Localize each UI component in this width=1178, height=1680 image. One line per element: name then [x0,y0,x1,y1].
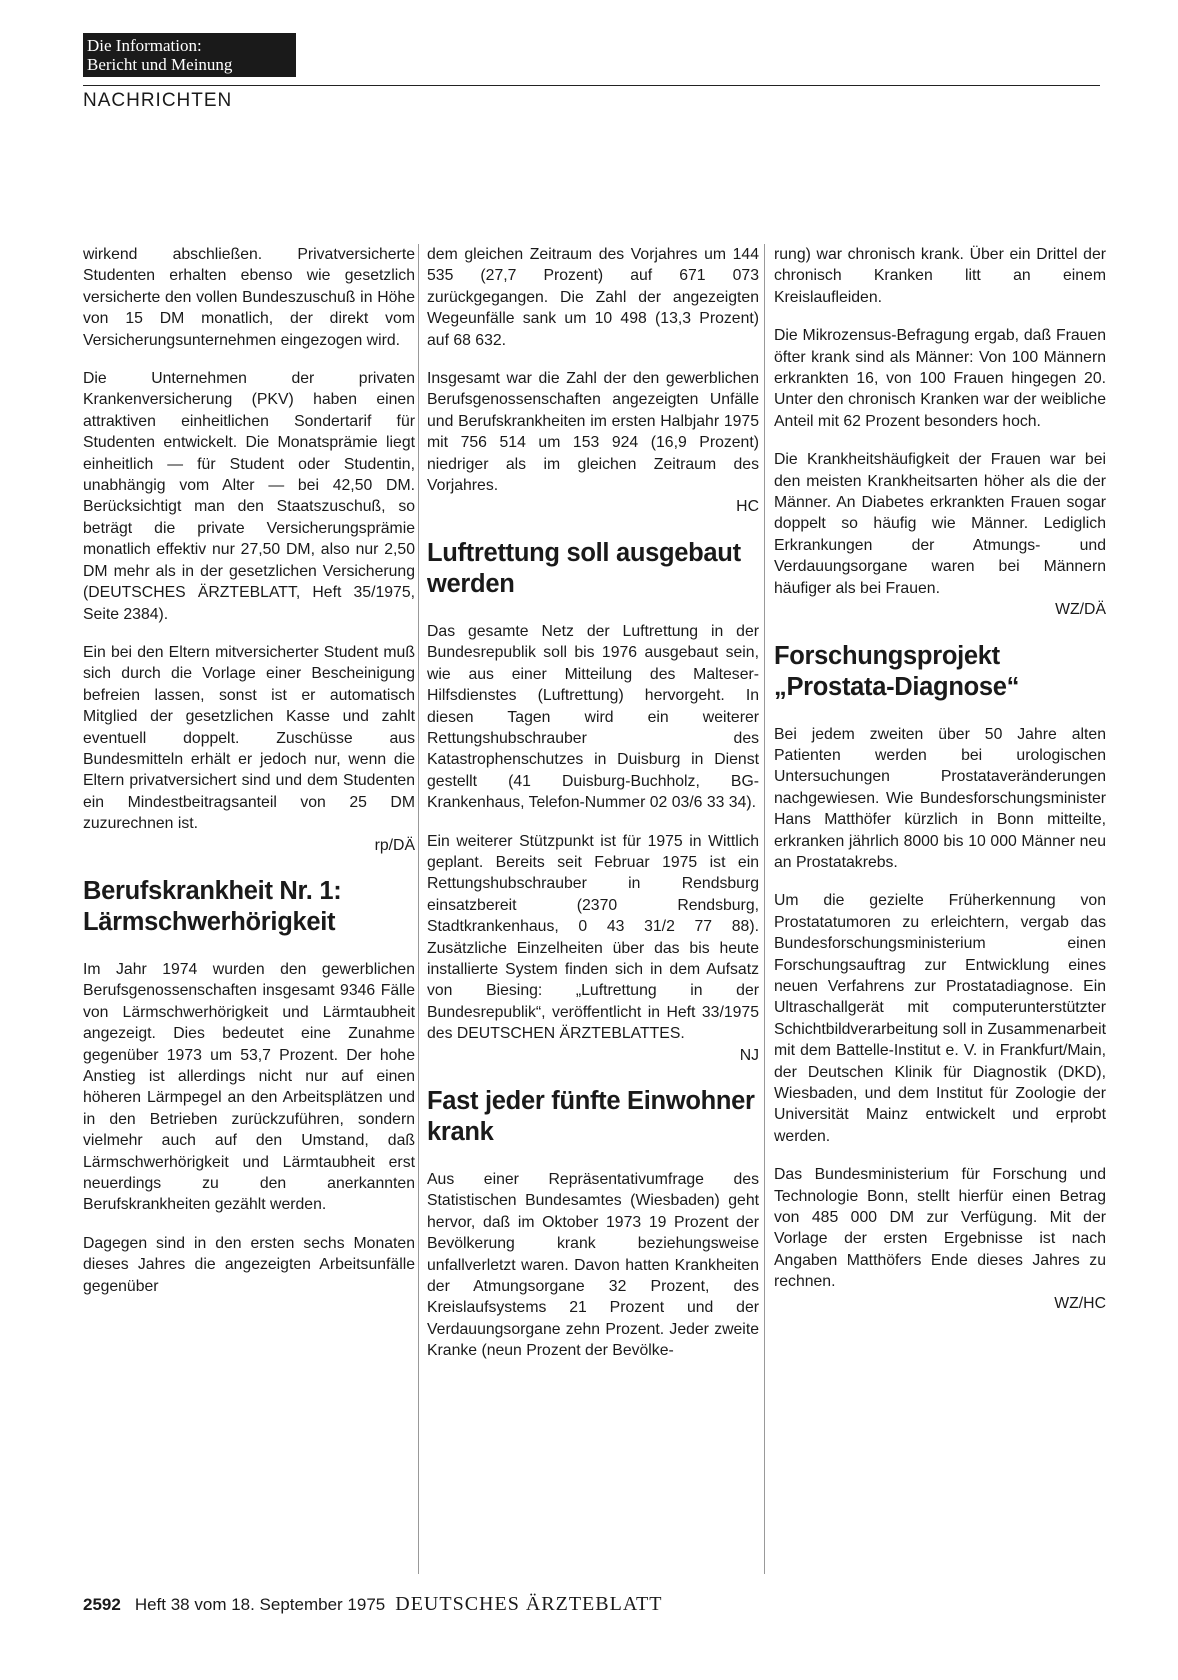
journal-title: DEUTSCHES ÄRZTEBLATT [395,1593,663,1615]
paragraph [774,449,1106,620]
author-signature: WZ/DÄ [1055,601,1106,619]
paragraph: rung) war chronisch krank. Über ein Drittel der chronisch Kranken litt an einem Kreislaufleiden. [774,246,1106,306]
section-label: NACHRICHTEN [83,90,233,111]
author-signature: rp/DÄ [374,836,415,854]
column-2 [427,244,759,1574]
issue-info: Heft 38 vom 18. September 1975 [134,1595,386,1614]
paragraph [83,642,415,856]
paragraph: dem gleichen Zeitraum des Vorjahres um 144 535 (27,7 Prozent) auf 671 073 zurückgegangen. Die Zahl der angezeigten Wegeunfälle sank um 10 498 (13,3 Prozent) auf 68 632. [427,246,759,349]
author-signature: HC [736,498,759,516]
page-number: 2592 [83,1595,121,1614]
paragraph: Bei jedem zweiten über 50 Jahre alten Patienten werden bei urologischen Untersuchungen Prostataveränderungen nachgewiesen. Wie Bundesforschungsminister Hans Matthöfer kürzlich in Bonn mitteilte, erkranken jährlich 8000 bis 10 000 Männer neu an Prostatakrebs. [774,725,1106,871]
page-footer [83,1593,1100,1619]
badge-line-1: Die Information: [87,36,202,55]
paragraph: Dagegen sind in den ersten sechs Monaten dieses Jahres die angezeigten Arbeitsunfälle gegenüber [83,1234,415,1295]
article-headline: Fast jeder fünfte Einwohner krank [427,1087,755,1146]
paragraph-text: Ein weiterer Stützpunkt ist für 1975 in Wittlich geplant. Bereits seit Februar 1975 ist ein Rettungshubschrauber in Rendsburg einsatzbereit (2370 Rendsburg, Stadtkrankenhaus, 0 43 31/2 77 88). Zusätzliche Einzelheiten über das bis heute installierte System finden sich in dem Aufsatz von Biesing: „Luftrettung in der Bundesrepublik“, veröffentlicht in Heft 33/1975 des DEUTSCHEN ÄRZTEBLATTES. [427,832,759,1043]
column-3 [774,244,1106,1574]
paragraph-text: Die Krankheitshäufigkeit der Frauen war bei den meisten Krankheitsarten höher als die der Männer. An Diabetes erkrankten Frauen sogar doppelt so häufig wie Männer. Lediglich Erkrankungen der Atmungs- und Verdauungsorgane waren bei Männern häufiger als bei Frauen. [774,451,1106,597]
author-signature: WZ/HC [1054,1294,1106,1312]
article-headline: Luftrettung soll ausgebaut werden [427,538,741,598]
paragraph-text: Insgesamt war die Zahl der den gewerblichen Berufsgenossenschaften angezeigten Unfälle und Berufskrankheiten im ersten Halbjahr 1975 mit 756 514 um 153 924 (16,9 Prozent) niedriger als im gleichen Zeitraum des Vorjahres. [427,370,759,495]
paragraph [774,1164,1106,1314]
paragraph [427,831,759,1066]
header-rule [83,85,1100,86]
paragraph: Um die gezielte Früherkennung von Prostatatumoren zu erleichtern, vergab das Bundesforschungsministerium einen Forschungsauftrag zur Entwicklung eines neuen Verfahrens zur Prostatadiagnose. Ein Ultraschallgerät mit computerunterstützter Schichtbildverarbeitung soll in Zusammenarbeit mit dem Battelle-Institut e. V. in Frankfurt/Main, der Deutschen Klinik für Diagnostik (DKD), Wiesbaden, und dem Institut für Zoologie der Universität Mainz entwickelt und erprobt werden. [774,892,1106,1145]
author-signature: NJ [739,1046,759,1064]
column-divider-2 [764,244,765,1574]
paragraph-text: Das Bundesministerium für Forschung und Technologie Bonn, stellt hierfür einen Betrag von 485 000 DM zur Verfügung. Mit der Vorlage der ersten Ergebnisse ist nach Angaben Matthöfers Ende dieses Jahres zu rechnen. [774,1166,1106,1291]
badge-line-2: Bericht und Meinung [87,55,233,74]
paragraph: Aus einer Repräsentativumfrage des Statistischen Bundesamtes (Wiesbaden) geht hervor, daß im Oktober 1973 19 Prozent der Bevölkerung krank beziehungsweise unfallverletzt waren. Davon hatten Krankheiten der Atmungsorgane 32 Prozent, des Kreislaufsystems 21 Prozent und der Verdauungsorgane zehn Prozent. Jeder zweite Kranke (neun Prozent der Bevölke- [427,1171,759,1360]
column-divider-1 [418,244,419,1574]
paragraph-text: Ein bei den Eltern mitversicherter Student muß sich durch die Vorlage einer Bescheinigung befreien lassen, sonst ist er automatisch Mitglied der gesetzlichen Kasse und zahlt eventuell doppelt. Zuschüsse aus Bundesmitteln erhält er jedoch nur, wenn die Eltern privatversichert sind und dem Studenten ein Mindestbeitragsanteil von 25 DM zuzurechnen ist. [83,643,415,833]
article-headline: Berufskrankheit Nr. 1: Lärmschwerhörigkeit [83,876,342,936]
paragraph: wirkend abschließen. Privatversicherte Studenten erhalten ebenso wie gesetzlich versicherte den vollen Bundeszuschuß in Höhe von 15 DM monatlich, der direkt vom Versicherungsunternehmen eingezogen wird. [83,246,415,349]
paragraph: Die Unternehmen der privaten Krankenversicherung (PKV) haben einen attraktiven einheitlichen Sondertarif für Studenten entwickelt. Die Monatsprämie liegt einheitlich — für Student oder Studentin, unabhängig vom Alter — bei 42,50 DM. Berücksichtigt man den Staatszuschuß, so beträgt die private Versicherungsprämie monatlich effektiv nur 27,50 DM, also nur 2,50 DM mehr als in der gesetzlichen Versicherung (DEUTSCHES ÄRZTEBLATT, Heft 35/1975, Seite 2384). [83,370,415,623]
paragraph: Die Mikrozensus-Befragung ergab, daß Frauen öfter krank sind als Männer: Von 100 Männern erkrankten 16, von 100 Frauen hingegen 20. Unter den chronisch Kranken war der weibliche Anteil mit 62 Prozent besonders hoch. [774,327,1106,430]
column-1 [83,244,415,1574]
paragraph: Das gesamte Netz der Luftrettung in der Bundesrepublik soll bis 1976 ausgebaut sein, wie aus einer Mitteilung des Malteser-Hilfsdienstes (Luftrettung) hervorgeht. In diesen Tagen wird ein weiterer Rettungshubschrauber des Katastrophenschutzes in Duisburg in Dienst gestellt (41 Duisburg-Buchholz, BG-Krankenhaus, Telefon-Nummer 02 03/6 33 34). [427,622,759,812]
paragraph [427,368,759,518]
article-headline: Forschungsprojekt „Prostata-Diagnose“ [774,641,1020,701]
paragraph: Im Jahr 1974 wurden den gewerblichen Berufsgenossenschaften insgesamt 9346 Fälle von Lärmschwerhörigkeit und Lärmtaubheit angezeigt. Dies bedeutet eine Zunahme gegenüber 1973 um 53,7 Prozent. Der hohe Anstieg ist allerdings nicht nur auf einen höheren Lärmpegel an den Arbeitsplätzen und in den Betrieben zurückzuführen, sondern vielmehr auch auf den Umstand, daß Lärmschwerhörigkeit und Lärmtaubheit erst neuerdings zu den anerkannten Berufskrankheiten gezählt werden. [83,960,415,1214]
header-badge [83,33,296,77]
